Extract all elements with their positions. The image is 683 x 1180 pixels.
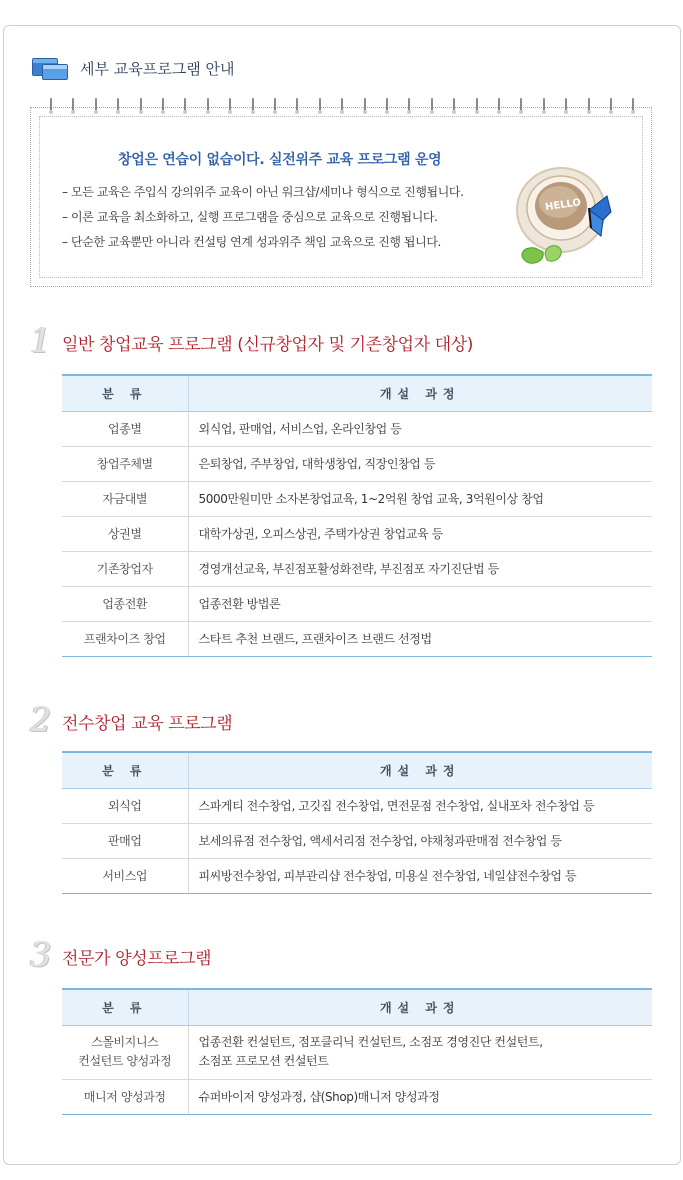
ring-icon: [340, 98, 344, 120]
course-cell: 슈퍼바이저 양성과정, 샵(Shop)매니저 양성과정: [188, 1079, 652, 1114]
ring-icon: [519, 98, 523, 120]
category-line: 스몰비지니스: [91, 1035, 159, 1049]
category-cell: 판매업: [62, 823, 188, 858]
category-cell: 외식업: [62, 788, 188, 823]
category-line: 컨설턴트 양성과정: [78, 1054, 172, 1068]
window-icon: [30, 56, 70, 80]
ring-icon: [228, 98, 232, 120]
notice-line: – 이론 교육을 최소화하고, 실행 프로그램을 중심으로 교육으로 진행됩니다.: [62, 210, 438, 224]
course-cell: 외식업, 판매업, 서비스업, 온라인창업 등: [188, 411, 652, 446]
ring-icon: [497, 98, 501, 120]
table-row: [62, 621, 652, 656]
table-row: [62, 516, 652, 551]
course-cell: 피씨방전수창업, 피부관리샵 전수창업, 미용실 전수창업, 네일샵전수창업 등: [188, 858, 652, 893]
hello-coffee-cup-icon: [505, 150, 623, 272]
course-cell: [188, 1025, 652, 1079]
page-title: 세부 교육프로그램 안내: [80, 59, 235, 78]
section-number: 3: [30, 935, 52, 975]
section-number: 2: [30, 700, 52, 740]
program-table-2: [62, 751, 652, 894]
cup-text: HELLO: [544, 197, 582, 214]
ring-icon: [363, 98, 367, 120]
column-header-course: 개설 과정: [188, 752, 652, 788]
table-row: [62, 788, 652, 823]
ring-icon: [116, 98, 120, 120]
course-line: 업종전환 컨설턴트, 점포클리닉 컨설턴트, 소점포 경영진단 컨설턴트,: [198, 1035, 543, 1049]
course-cell: 경영개선교육, 부진점포활성화전략, 부진점포 자기진단법 등: [188, 551, 652, 586]
ring-icon: [542, 98, 546, 120]
spiral-binding: [41, 98, 641, 124]
ring-icon: [587, 98, 591, 120]
column-header-category: 분 류: [62, 989, 188, 1025]
table-row: [62, 411, 652, 446]
column-header-category: 분 류: [62, 375, 188, 411]
table-row: [62, 551, 652, 586]
column-header-category: 분 류: [62, 752, 188, 788]
page-header: [30, 56, 234, 80]
column-header-course: 개설 과정: [188, 989, 652, 1025]
section-3-heading: [30, 932, 212, 975]
ring-icon: [251, 98, 255, 120]
course-cell: 5000만원미만 소자본창업교육, 1~2억원 창업 교육, 3억원이상 창업: [188, 481, 652, 516]
notice-line: – 단순한 교육뿐만 아니라 컨설팅 연계 성과위주 책임 교육으로 진행 됩니다.: [62, 235, 441, 249]
course-cell: 업종전환 방법론: [188, 586, 652, 621]
category-cell: 업종별: [62, 411, 188, 446]
category-cell: 자금대별: [62, 481, 188, 516]
ring-icon: [475, 98, 479, 120]
category-cell: 서비스업: [62, 858, 188, 893]
ring-icon: [452, 98, 456, 120]
column-header-course: 개설 과정: [188, 375, 652, 411]
ring-icon: [161, 98, 165, 120]
program-table-3: [62, 988, 652, 1115]
ring-icon: [564, 98, 568, 120]
ring-icon: [430, 98, 434, 120]
category-cell: 매니저 양성과정: [62, 1079, 188, 1114]
table-row: [62, 446, 652, 481]
course-line: 소점포 프로모션 컨설턴트: [198, 1054, 329, 1068]
section-title: 전문가 양성프로그램: [62, 949, 212, 969]
section-title: 일반 창업교육 프로그램 (신규창업자 및 기존창업자 대상): [62, 335, 473, 355]
ring-icon: [94, 98, 98, 120]
category-cell: 기존창업자: [62, 551, 188, 586]
table-row: [62, 586, 652, 621]
ring-icon: [318, 98, 322, 120]
course-cell: 은퇴창업, 주부창업, 대학생창업, 직장인창업 등: [188, 446, 652, 481]
ring-icon: [407, 98, 411, 120]
category-cell: 업종전환: [62, 586, 188, 621]
course-cell: 스타트 추천 브랜드, 프랜차이즈 브랜드 선정법: [188, 621, 652, 656]
ring-icon: [71, 98, 75, 120]
ring-icon: [183, 98, 187, 120]
course-cell: 대학가상권, 오피스상권, 주택가상권 창업교육 등: [188, 516, 652, 551]
notice-line: – 모든 교육은 주입식 강의위주 교육이 아닌 워크샵/세미나 형식으로 진행됩니다.: [62, 185, 464, 199]
ring-icon: [139, 98, 143, 120]
table-row: [62, 1025, 652, 1079]
ring-icon: [631, 98, 635, 120]
ring-icon: [273, 98, 277, 120]
course-cell: 보세의류점 전수창업, 액세서리점 전수창업, 야채청과판매점 전수창업 등: [188, 823, 652, 858]
table-row: [62, 481, 652, 516]
section-number: 1: [30, 321, 52, 361]
category-cell: 프랜차이즈 창업: [62, 621, 188, 656]
section-title: 전수창업 교육 프로그램: [62, 714, 233, 734]
ring-icon: [295, 98, 299, 120]
notice-title: 창업은 연습이 없습이다. 실전위주 교육 프로그램 운영: [118, 152, 442, 168]
category-cell: 상권별: [62, 516, 188, 551]
program-table-1: [62, 374, 652, 657]
course-cell: 스파게티 전수창업, 고깃집 전수창업, 면전문점 전수창업, 실내포차 전수창업 등: [188, 788, 652, 823]
ring-icon: [385, 98, 389, 120]
category-cell: 창업주체별: [62, 446, 188, 481]
ring-icon: [609, 98, 613, 120]
table-row: [62, 823, 652, 858]
table-row: [62, 858, 652, 893]
section-1-heading: [30, 318, 473, 361]
section-2-heading: [30, 697, 233, 740]
ring-icon: [49, 98, 53, 120]
table-row: [62, 1079, 652, 1114]
category-cell: [62, 1025, 188, 1079]
ring-icon: [206, 98, 210, 120]
